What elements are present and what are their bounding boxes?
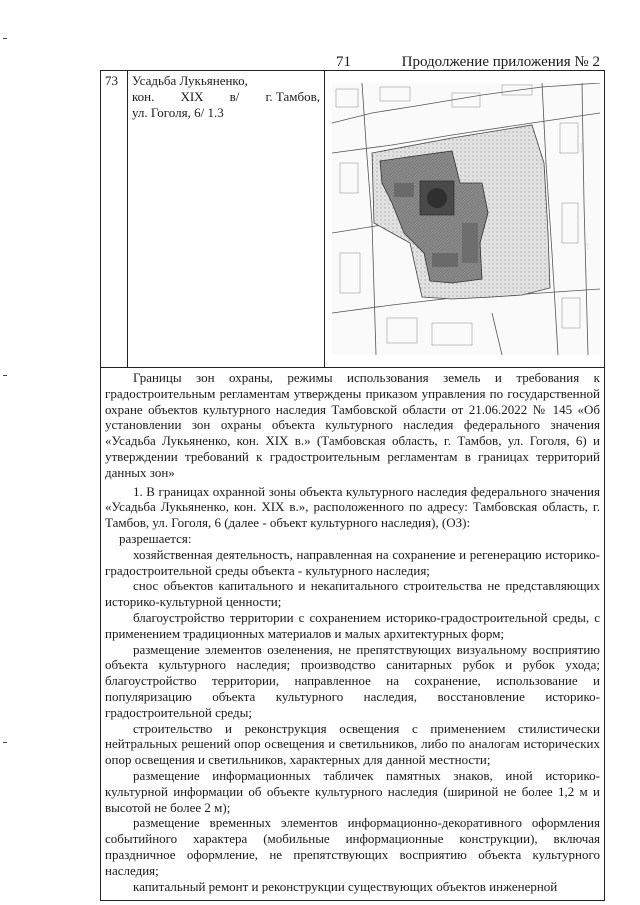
object-name-line1: Усадьба Лукьяненко, <box>132 73 248 88</box>
heritage-table <box>100 70 605 901</box>
margin-mark <box>3 742 7 743</box>
map-cell <box>325 71 605 368</box>
allowed-heading: разрешается: <box>119 530 192 546</box>
name-part: в/ <box>229 89 240 104</box>
table-row <box>101 71 605 368</box>
rule-paragraph: размещение элементов озеленения, не препятствующих визуальному восприятию объекта культурного наследия; производство санитарных рубок и рубок ухода; благоустройство территории, направленное на сохранение, использование и популяризацию объекта культурного наследия, восстановление историко-градостроительной среды; <box>105 641 600 720</box>
rule-paragraph: строительство и реконструкция освещения с применением стилистически нейтральных решений опор освещения и светильников, либо по аналогам исторических опор освещения и светильников, характерных для данной местности; <box>105 720 600 768</box>
name-part: г. Тамбов, <box>265 89 320 104</box>
page-number: 71 <box>336 54 351 70</box>
rule-paragraph: хозяйственная деятельность, направленная на сохранение и регенерацию историко-градостроительной среды объекта - культурного наследия; <box>105 546 600 578</box>
rule-paragraph: размещение временных элементов информационно-декоративного оформления событийного характера (мобильные информационные конструкции), включая праздничное оформление, не препятствующих восприятию объекта культурного наследия; <box>105 815 600 878</box>
object-name <box>128 71 324 121</box>
item-paragraph: 1. В границах охранной зоны объекта культурного наследия федерального значения «Усадьба Лукьяненко, кон. XIX в.», расположенного по адресу: Тамбовская область, г. Тамбов, ул. Гоголя, 6 (далее - объект культурного наследия), (ОЗ): <box>105 483 600 531</box>
rule-paragraph: капитальный ремонт и реконструкции существующих объектов инженерной <box>133 878 558 894</box>
zone-map <box>332 83 600 355</box>
object-name-line3: ул. Гоголя, 6/ 1.3 <box>132 105 224 120</box>
svg-text:········: ········ <box>579 143 583 152</box>
number-cell <box>101 71 128 368</box>
rule-paragraph: благоустройство территории с сохранением историко-градостроительной среды, с применением традиционных материалов и малых архитектурных форм; <box>105 609 600 641</box>
margin-mark <box>3 375 7 376</box>
regulations-cell <box>101 368 605 901</box>
object-name-line2 <box>132 89 320 105</box>
rule-paragraph: снос объектов капитального и некапитального строительства не представляющих историко-культурной ценности; <box>105 578 600 610</box>
table-row <box>101 368 605 901</box>
rule-paragraph: размещение информационных табличек памятных знаков, иной историко-культурной информации об объекте культурного наследия (шириной не более 1,2 м и высотой не более 2 м); <box>105 767 600 815</box>
appendix-label: Продолжение приложения № 2 <box>401 54 600 70</box>
name-part: кон. <box>132 89 155 104</box>
zone-map-image <box>332 83 600 355</box>
intro-paragraph: Границы зон охраны, режимы использования земель и требования к градостроительным регламентам утверждены приказом управления по государственной охране объектов культурного наследия Тамбовской области от 21.06.2022 № 145 «Об установлении зон охраны объекта культурного наследия федерального значения «Усадьба Лукьяненко, кон. XIX в.» (Тамбовская область, г. Тамбов, ул. Гоголя, 6) и утверждении требований к градостроительным регламентам в границах территорий данных зон» <box>105 370 600 480</box>
svg-text:······: ······ <box>585 243 589 250</box>
margin-mark <box>3 38 7 39</box>
name-cell <box>128 71 325 368</box>
entry-number: 73 <box>105 73 118 88</box>
name-part: XIX <box>180 89 204 104</box>
